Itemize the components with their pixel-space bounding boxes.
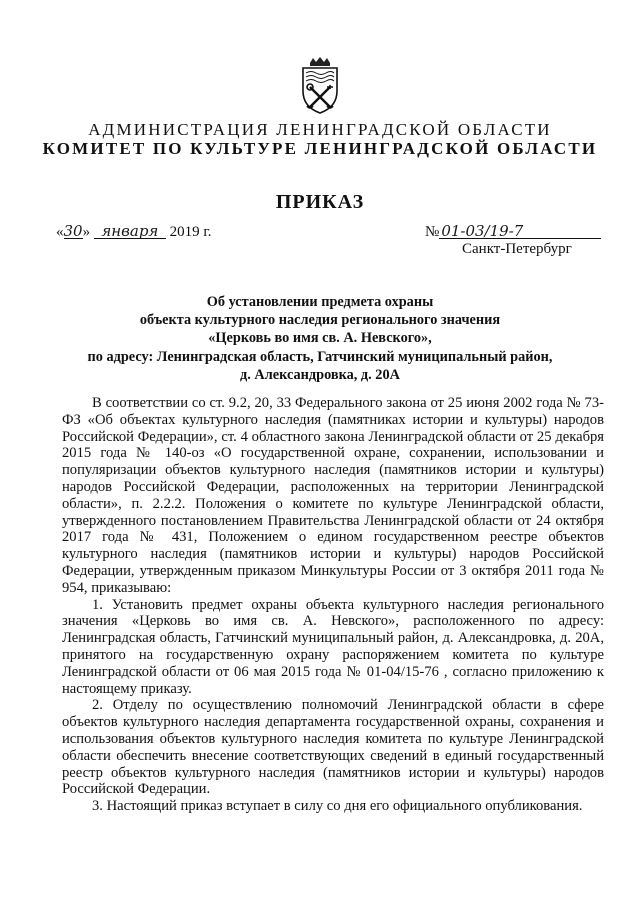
quote-close: »	[82, 224, 91, 240]
heading-line: д. Александровка, д. 20А	[240, 366, 400, 383]
heading-line: объекта культурного наследия регионального значения	[139, 312, 501, 329]
heading-line: «Церковь во имя св. А. Невского»,	[208, 330, 432, 347]
org-name-line2: КОМИТЕТ ПО КУЛЬТУРЕ ЛЕНИНГРАДСКОЙ ОБЛАСТИ	[42, 139, 598, 158]
org-name-line1: АДМИНИСТРАЦИЯ ЛЕНИНГРАДСКОЙ ОБЛАСТИ	[88, 120, 552, 139]
date-month: января	[94, 224, 166, 239]
document-city: Санкт-Петербург	[462, 241, 572, 257]
heading-line: Об установлении предмета охраны	[206, 294, 434, 310]
order-body	[62, 395, 604, 815]
date-day: 30	[63, 222, 83, 240]
document-number	[425, 224, 601, 241]
date-year: 2019 г.	[169, 224, 212, 240]
heading-line: по адресу: Ленинградская область, Гатчинский муниципальный район,	[87, 348, 553, 365]
number-label: №	[425, 224, 440, 240]
paragraph-preamble: В соответствии со ст. 9.2, 20, 33 Федерального закона от 25 июня 2002 года № 73-ФЗ «Об объектах культурного наследия (памятниках истории и культуры) народов Российской Федерации», ст. 4 областного закона Ленинградской области от 25 декабря 2015 года № 140-оз «О государственной охране, сохранении, использовании и популяризации объектов культурного наследия (памятников истории и культуры) народов Российской Федерации, расположенных на территории Ленинградской области», п. 2.2.2. Положения о комитете по культуре Ленинградской области, утвержденного постановлением Правительства Ленинградской области от 24 октября 2017 года № 431, Положением о едином государственном реестре объектов культурного наследия (памятников истории и культуры) народов Российской Федерации, утвержденным приказом Минкультуры России от 3 октября 2011 года № 954, приказываю:	[62, 395, 604, 596]
document-title: ПРИКАЗ	[275, 191, 365, 213]
number-value: 01-03/19-7	[439, 224, 601, 239]
coat-of-arms-icon	[300, 57, 340, 115]
document-date	[56, 224, 212, 241]
paragraph-item-2: 2. Отделу по осуществлению полномочий Ленинградской области в сфере объектов культурного наследия департамента государственной охраны, сохранения и использования объектов культурного наследия комитета по культуре Ленинградской области обеспечить внесение соответствующих сведений в единый государственный реестр объектов культурного наследия (памятников истории и культуры) народов Российской Федерации.	[62, 697, 604, 798]
paragraph-item-1: 1. Установить предмет охраны объекта культурного наследия регионального значения «Церковь во имя св. А. Невского», расположенного по адресу: Ленинградская область, Гатчинский муниципальный район, д. Александровка, д. 20А, принятого на государственную охрану распоряжением комитета по культуре Ленинградской области от 06 мая 2015 года № 01-04/15-76 , согласно приложению к настоящему приказу.	[62, 596, 604, 697]
quote-open: «	[56, 224, 64, 240]
order-heading	[0, 293, 640, 384]
paragraph-item-3: 3. Настоящий приказ вступает в силу со дня его официального опубликования.	[92, 798, 583, 815]
